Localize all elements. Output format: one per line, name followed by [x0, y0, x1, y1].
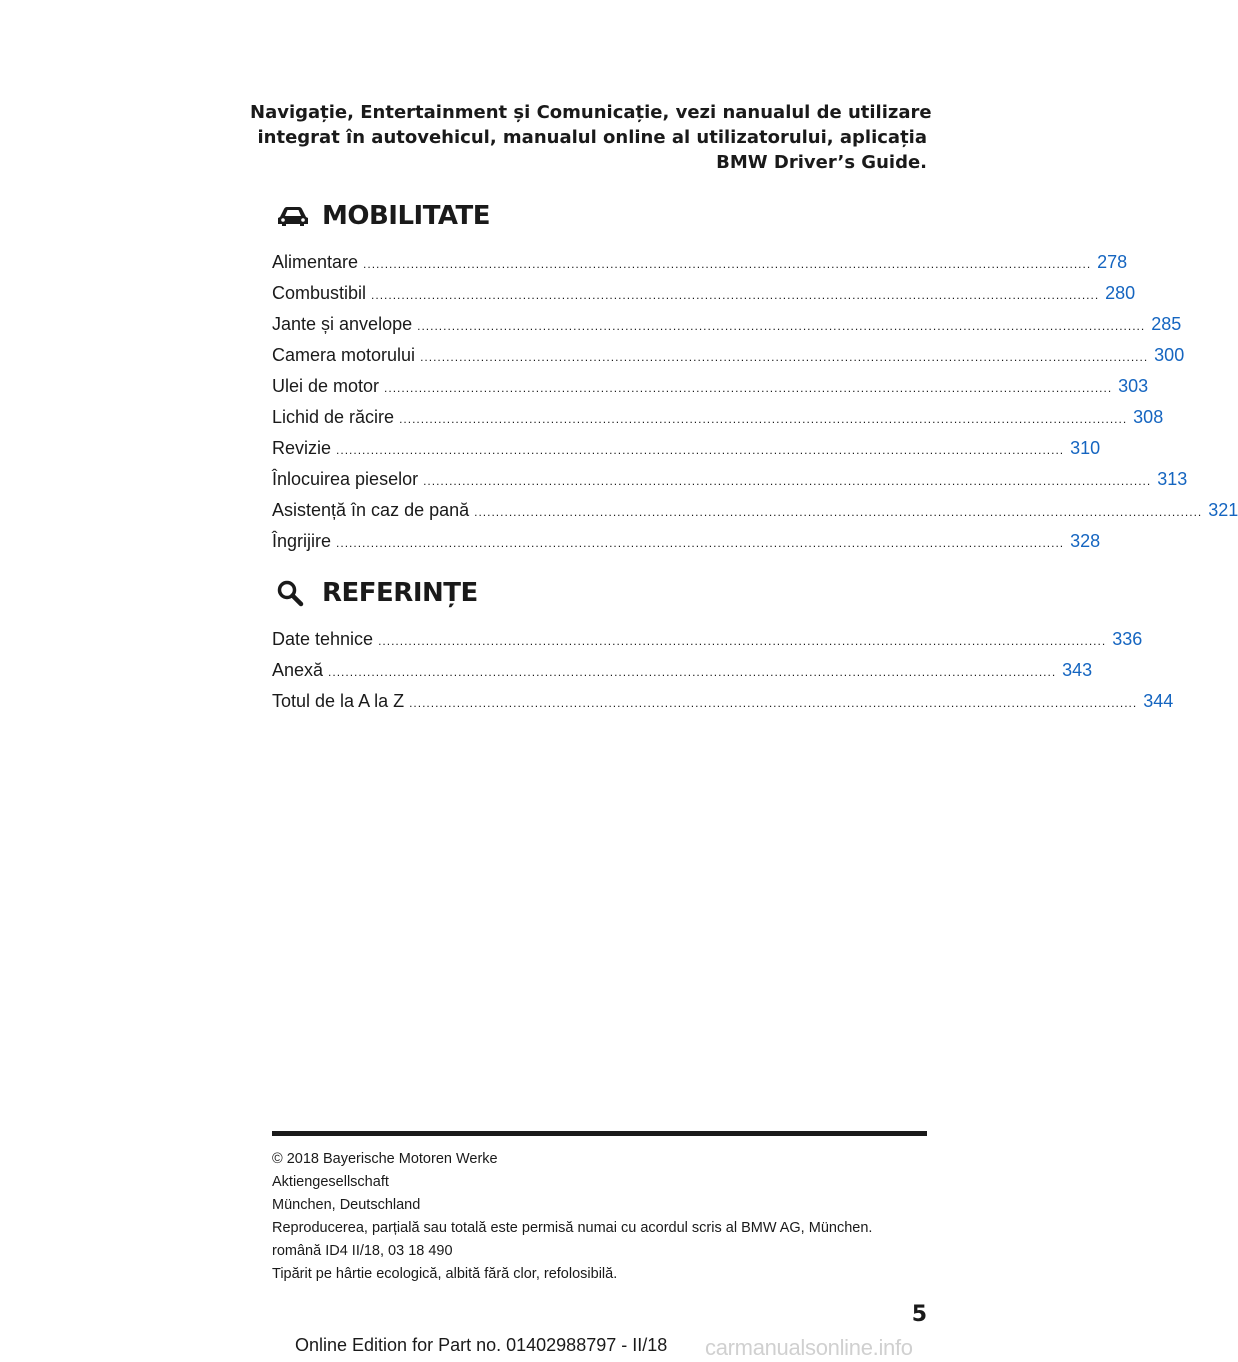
toc-page-link[interactable]: 328 — [1070, 531, 1101, 551]
section-mobilitate — [272, 196, 1238, 562]
toc-leader: ........................................................................................................................................................................ — [363, 257, 1092, 271]
toc-page-link[interactable]: 343 — [1062, 660, 1093, 680]
watermark: carmanualsonline.info — [705, 1335, 913, 1360]
toc-leader: ........................................................................................................................................................................ — [336, 536, 1065, 550]
toc-page-link[interactable]: 303 — [1118, 376, 1149, 396]
intro-line: BMW Driver’s Guide. — [716, 152, 927, 173]
toc-entry-asistenta[interactable] — [272, 500, 1238, 531]
toc-page-link[interactable]: 310 — [1070, 438, 1101, 458]
toc-entry-label[interactable]: Lichid de răcire — [272, 407, 395, 427]
section-title: MOBILITATE — [322, 201, 491, 231]
section-header — [272, 196, 927, 236]
imprint-line: Aktiengesellschaft — [272, 1174, 389, 1190]
intro-line: Navigație, Entertainment și Comunicație, vezi nanualul de utilizare — [250, 102, 932, 123]
toc-leader: ........................................................................................................................................................................ — [336, 443, 1065, 457]
toc-entry-label[interactable]: Alimentare — [272, 252, 359, 272]
intro-line: integrat în autovehicul, manualul online al utilizatorului, aplicația — [257, 127, 927, 148]
intro-note — [250, 100, 932, 175]
imprint-line: Reproducerea, parțială sau totală este permisă numai cu acordul scris al BMW AG, München. — [272, 1220, 873, 1236]
toc-page-link[interactable]: 278 — [1097, 252, 1128, 272]
toc-leader: ........................................................................................................................................................................ — [417, 319, 1146, 333]
toc-entry-label[interactable]: Combustibil — [272, 283, 367, 303]
footer-edition: Online Edition for Part no. 01402988797 - II/18 — [295, 1335, 668, 1355]
toc-entry-ulei-de-motor[interactable] — [272, 376, 1149, 407]
toc-list — [272, 252, 1238, 562]
toc-page-link[interactable]: 285 — [1151, 314, 1182, 334]
imprint-line: © 2018 Bayerische Motoren Werke — [272, 1151, 498, 1167]
toc-entry-label[interactable]: Camera motorului — [272, 345, 416, 365]
search-icon — [272, 578, 318, 608]
section-header — [272, 573, 927, 613]
toc-entry-alimentare[interactable] — [272, 252, 1128, 283]
section-title: REFERINȚE — [322, 578, 478, 608]
toc-list — [272, 629, 1174, 722]
toc-entry-label[interactable]: Ulei de motor — [272, 376, 380, 396]
page-number: 5 — [911, 1302, 927, 1327]
section-referinte — [272, 573, 1174, 722]
toc-entry-label[interactable]: Asistență în caz de pană — [272, 500, 470, 520]
toc-page-link[interactable]: 321 — [1208, 500, 1238, 520]
toc-entry-label[interactable]: Înlocuirea pieselor — [272, 469, 419, 489]
imprint-line: română ID4 II/18, 03 18 490 — [272, 1243, 453, 1259]
toc-entry-anexa[interactable] — [272, 660, 1093, 691]
toc-entry-date-tehnice[interactable] — [272, 629, 1143, 660]
toc-entry-combustibil[interactable] — [272, 283, 1136, 314]
imprint-divider — [272, 1131, 927, 1136]
toc-leader: ........................................................................................................................................................................ — [423, 474, 1152, 488]
toc-page-link[interactable]: 336 — [1112, 629, 1143, 649]
toc-entry-label[interactable]: Date tehnice — [272, 629, 374, 649]
toc-leader: ........................................................................................................................................................................ — [328, 665, 1057, 679]
toc-page-link[interactable]: 300 — [1154, 345, 1185, 365]
toc-entry-ingrijire[interactable] — [272, 531, 1101, 562]
toc-entry-label[interactable]: Anexă — [272, 660, 324, 680]
toc-leader: ........................................................................................................................................................................ — [420, 350, 1149, 364]
toc-leader: ........................................................................................................................................................................ — [384, 381, 1113, 395]
toc-entry-label[interactable]: Revizie — [272, 438, 332, 458]
imprint-line: München, Deutschland — [272, 1197, 421, 1213]
toc-leader: ........................................................................................................................................................................ — [371, 288, 1100, 302]
toc-entry-revizie[interactable] — [272, 438, 1101, 469]
toc-entry-label[interactable]: Jante și anvelope — [272, 314, 413, 334]
toc-entry-inlocuirea-pieselor[interactable] — [272, 469, 1188, 500]
toc-entry-lichid-de-racire[interactable] — [272, 407, 1164, 438]
toc-entry-label[interactable]: Îngrijire — [272, 531, 332, 551]
toc-entry-totul-de-la-a-la-z[interactable] — [272, 691, 1174, 722]
toc-page-link[interactable]: 280 — [1105, 283, 1136, 303]
toc-page-link[interactable]: 308 — [1133, 407, 1164, 427]
car-icon — [272, 201, 318, 231]
toc-page-link[interactable]: 344 — [1143, 691, 1174, 711]
toc-entry-label[interactable]: Totul de la A la Z — [272, 691, 405, 711]
imprint-line: Tipărit pe hârtie ecologică, albită fără clor, refolosibilă. — [272, 1266, 618, 1282]
toc-entry-jante[interactable] — [272, 314, 1182, 345]
toc-leader: ........................................................................................................................................................................ — [378, 634, 1107, 648]
imprint — [272, 1148, 932, 1286]
toc-leader: ........................................................................................................................................................................ — [474, 505, 1203, 519]
toc-page-link[interactable]: 313 — [1157, 469, 1188, 489]
toc-entry-camera-motorului[interactable] — [272, 345, 1185, 376]
toc-leader: ........................................................................................................................................................................ — [409, 696, 1138, 710]
toc-leader: ........................................................................................................................................................................ — [399, 412, 1128, 426]
